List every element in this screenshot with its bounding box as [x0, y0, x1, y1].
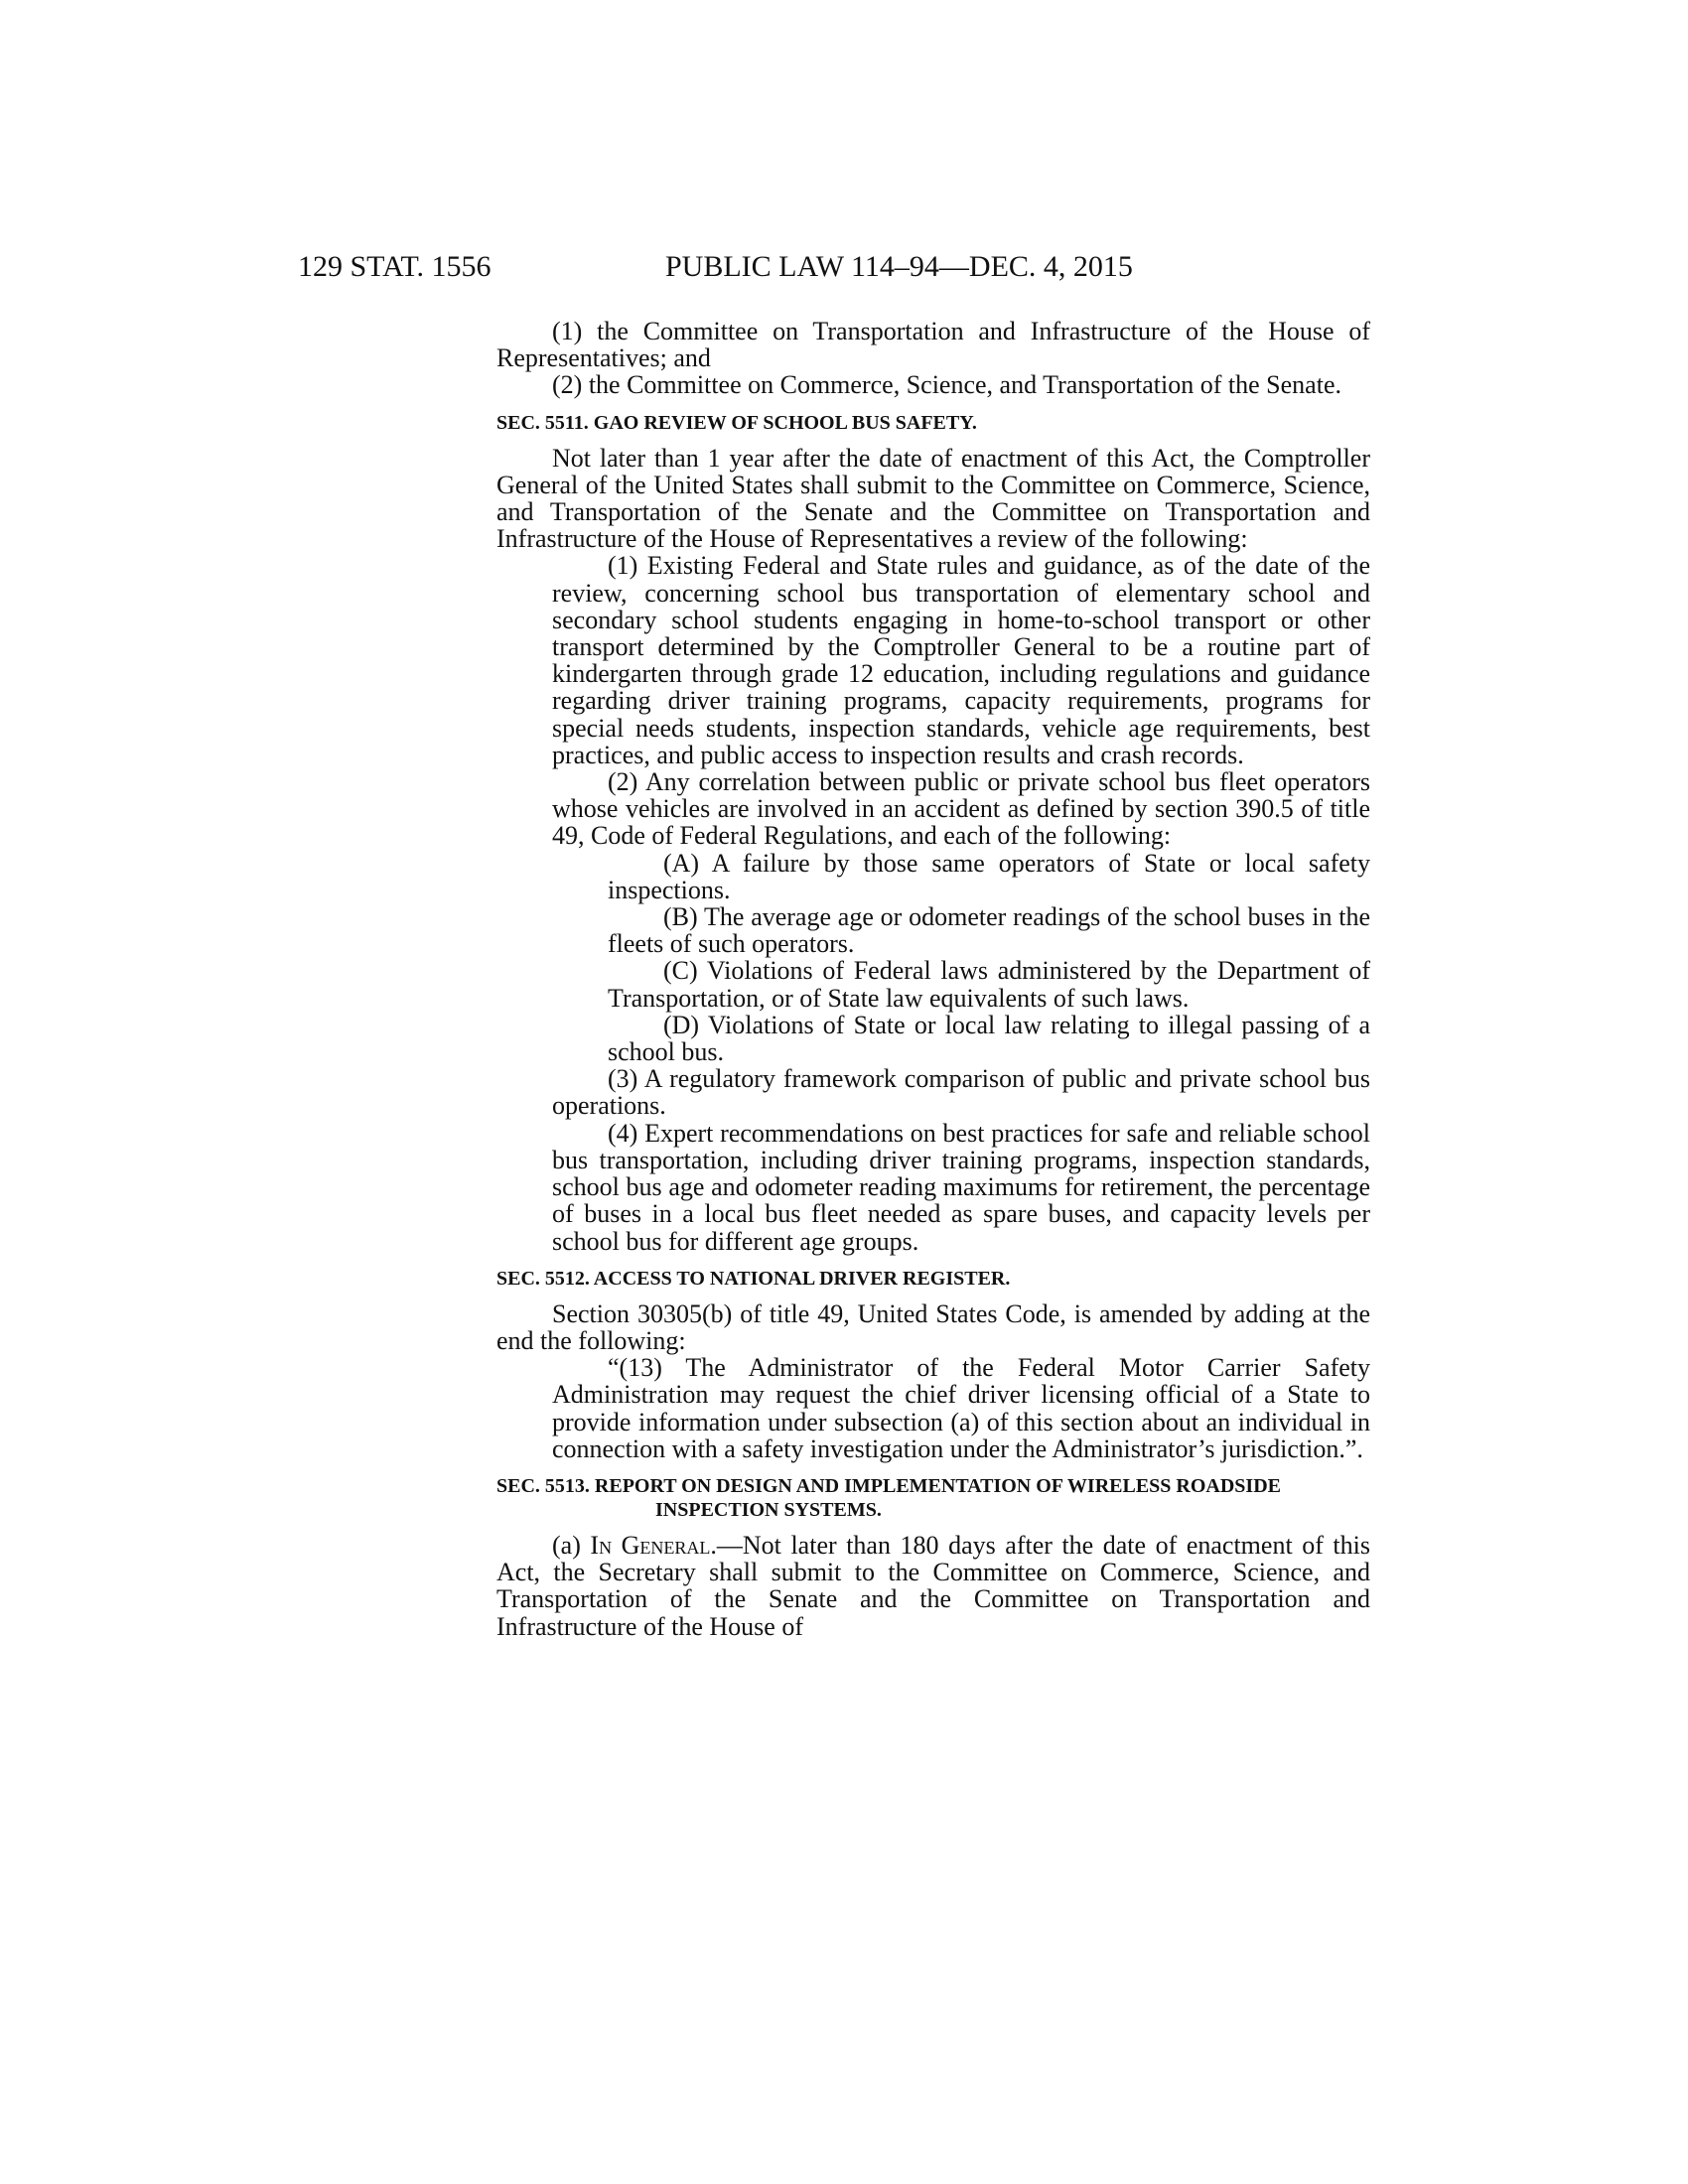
sec5511-subparagraph-d: (D) Violations of State or local law relating to illegal passing of a school bus.: [608, 1010, 1370, 1067]
sec5511-paragraph-4: (4) Expert recommendations on best practices for safe and reliable school bus transportation, including driver training programs, inspection standards, school bus age and odometer reading maximums for retirement, the percentage of buses in a local bus fleet needed as spare buses, and capacity levels per school bus for different age groups.: [552, 1118, 1370, 1256]
sec5512-lead-paragraph: Section 30305(b) of title 49, United States Code, is amended by adding at the end the following:: [496, 1298, 1370, 1355]
sec5511-paragraph-3: (3) A regulatory framework comparison of public and private school bus operations.: [552, 1064, 1370, 1121]
page-header: [298, 250, 1370, 290]
sec5511-subparagraph-a: (A) A failure by those same operators of State or local safety inspections.: [608, 848, 1370, 904]
intro-item-2: (2) the Committee on Commerce, Science, and Transportation of the Senate.: [552, 370, 1341, 400]
sec5511-subparagraph-b: (B) The average age or odometer readings of the school buses in the fleets of such operators.: [608, 902, 1370, 959]
sec5513-subsection-a: [496, 1532, 1370, 1640]
document-body: [496, 318, 1370, 1640]
sec5511-subparagraph-c: (C) Violations of Federal laws administered by the Department of Transportation, or of State law equivalents of such laws.: [608, 956, 1370, 1013]
statute-page-number: 129 STAT. 1556: [298, 250, 492, 283]
section-heading-5513: SEC. 5513. REPORT ON DESIGN AND IMPLEMENTATION OF WIRELESS ROADSIDE INSPECTION SYSTEMS.: [496, 1474, 1281, 1521]
sec5512-quoted-paragraph-13: “(13) The Administrator of the Federal Motor Carrier Safety Administration may request the chief driver licensing official of a State to provide information under subsection (a) of this section about an individual in connection with a safety investigation under the Administrator’s jurisdiction.”.: [552, 1353, 1370, 1463]
running-head: PUBLIC LAW 114–94—DEC. 4, 2015: [665, 250, 1133, 283]
sec5511-lead-paragraph: Not later than 1 year after the date of enactment of this Act, the Comptroller General of the United States shall submit to the Committee on Commerce, Science, and Transportation of the Senate and the Committee on Transportation and Infrastructure of the House of Representatives a review of the following:: [496, 443, 1370, 554]
sec5511-paragraph-1: (1) Existing Federal and State rules and guidance, as of the date of the review, concerning school bus transportation of elementary school and secondary school students engaging in home-to-school transport or other transport determined by the Comptroller General to be a routine part of kindergarten through grade 12 education, including regulations and guidance regarding driver training programs, capacity requirements, programs for special needs students, inspection standards, vehicle age requirements, best practices, and public access to inspection results and crash records.: [552, 551, 1370, 769]
intro-item-1: (1) the Committee on Transportation and Infrastructure of the House of Representatives; and: [496, 317, 1370, 373]
section-heading-5512: SEC. 5512. ACCESS TO NATIONAL DRIVER REGISTER.: [496, 1267, 1011, 1290]
subsection-a-label: (a): [552, 1530, 591, 1560]
subsection-a-caption: In General.: [590, 1530, 717, 1560]
section-heading-5511: SEC. 5511. GAO REVIEW OF SCHOOL BUS SAFETY.: [496, 411, 977, 434]
sec5511-paragraph-2: (2) Any correlation between public or private school bus fleet operators whose vehicles are involved in an accident as defined by section 390.5 of title 49, Code of Federal Regulations, and each of the following:: [552, 767, 1370, 851]
subsection-a-text: —Not later than 180 days after the date of enactment of this Act, the Secretary shall submit to the Committee on Commerce, Science, and Transportation of the Senate and the Committee on Transportation and Infrastructure of the House of: [496, 1530, 1370, 1641]
